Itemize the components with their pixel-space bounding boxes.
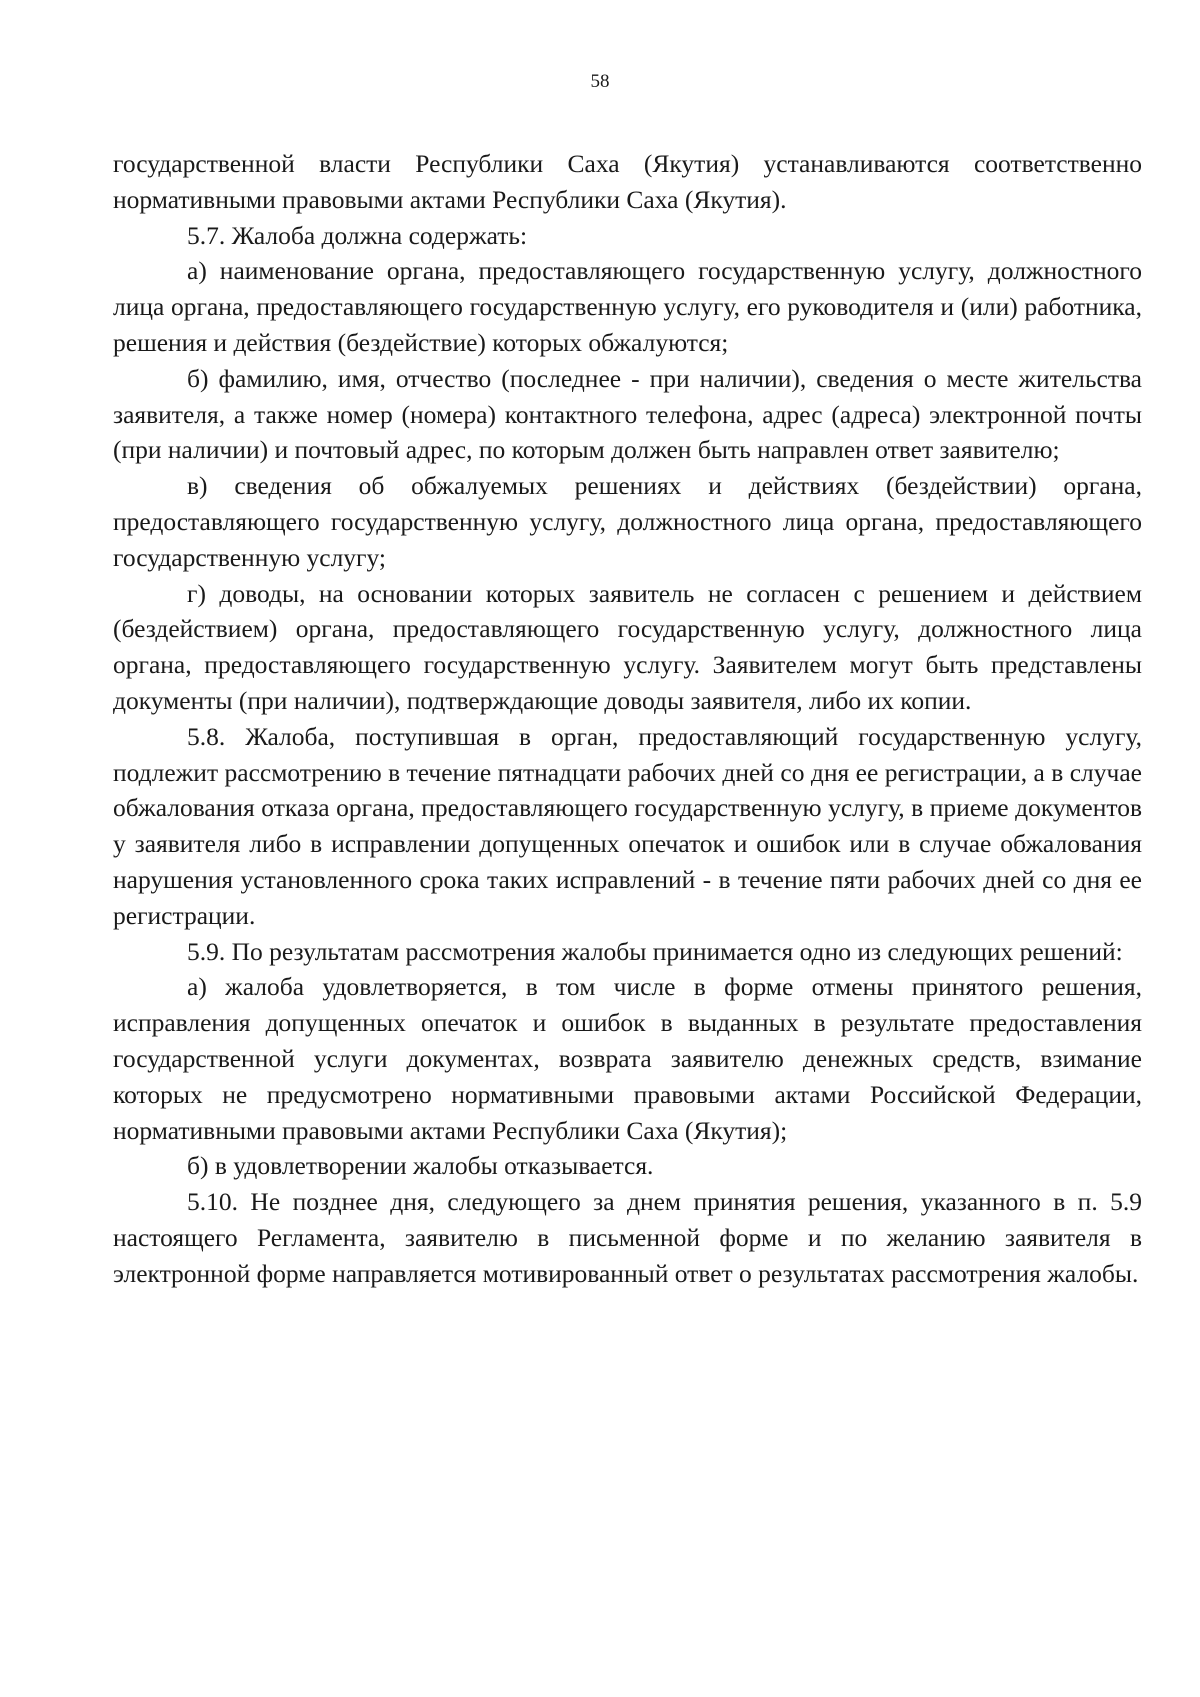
paragraph-5-7-g: г) доводы, на основании которых заявитель не согласен с решением и действием (бездействием) органа, предоставляющего государственную услугу, должностного лица органа, предоставляющего государственную услугу. Заявителем могут быть представлены документы (при наличии), подтверждающие доводы заявителя, либо их копии. (113, 578, 1142, 715)
paragraph-5-7-a: а) наименование органа, предоставляющего государственную услугу, должностного лица органа, предоставляющего государственную услугу, его руководителя и (или) работника, решения и действия (бездействие) которых обжалуются; (113, 256, 1142, 357)
page-number: 58 (590, 71, 610, 92)
paragraph-5-10: 5.10. Не позднее дня, следующего за днем принятия решения, указанного в п. 5.9 настоящего Регламента, заявителю в письменной форме и по желанию заявителя в электронной форме направляется мотивированный ответ о результатах рассмотрения жалобы. (113, 1187, 1142, 1288)
paragraph-5-7: 5.7. Жалоба должна содержать: (187, 220, 528, 250)
paragraph-5-9: 5.9. По результатам рассмотрения жалобы принимается одно из следующих решений: (187, 936, 1123, 966)
paragraph-5-7-v: в) сведения об обжалуемых решениях и действиях (бездействии) органа, предоставляющего государственную услугу, должностного лица органа, предоставляющего государственную услугу; (113, 471, 1142, 572)
document-body (113, 146, 1142, 1292)
paragraph-5-9-a: а) жалоба удовлетворяется, в том числе в форме отмены принятого решения, исправления допущенных опечаток и ошибок в выданных в результате предоставления государственной услуги документах, возврата заявителю денежных средств, взимание которых не предусмотрено нормативными правовыми актами Российской Федерации, нормативными правовыми актами Республики Саха (Якутия); (113, 972, 1142, 1145)
paragraph-5-9-b: б) в удовлетворении жалобы отказывается. (187, 1151, 654, 1181)
paragraph-5-7-b: б) фамилию, имя, отчество (последнее - при наличии), сведения о месте жительства заявителя, а также номер (номера) контактного телефона, адрес (адреса) электронной почты (при наличии) и почтовый адрес, по которым должен быть направлен ответ заявителю; (113, 363, 1142, 465)
paragraph-continuation: государственной власти Республики Саха (Якутия) устанавливаются соответственно нормативными правовыми актами Республики Саха (Якутия). (113, 149, 1142, 214)
paragraph-5-8: 5.8. Жалоба, поступившая в орган, предоставляющий государственную услугу, подлежит рассмотрению в течение пятнадцати рабочих дней со дня ее регистрации, а в случае обжалования отказа органа, предоставляющего государственную услугу, в приеме документов у заявителя либо в исправлении допущенных опечаток и ошибок или в случае обжалования нарушения установленного срока таких исправлений - в течение пяти рабочих дней со дня ее регистрации. (113, 721, 1142, 930)
